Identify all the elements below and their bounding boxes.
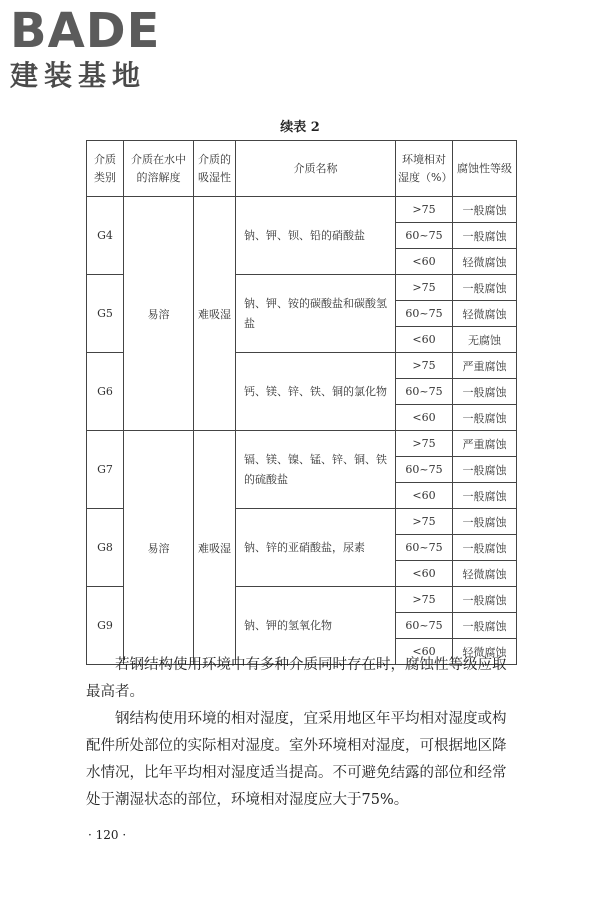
table-row — [87, 431, 517, 457]
grade-cell: 一般腐蚀 — [453, 223, 517, 249]
page-number: · 120 · — [88, 828, 127, 842]
header-grade: 腐蚀性等级 — [453, 141, 517, 197]
grade-cell: 严重腐蚀 — [453, 353, 517, 379]
header-category: 介质类别 — [87, 141, 124, 197]
grade-cell: 轻微腐蚀 — [453, 639, 517, 665]
grade-cell: 一般腐蚀 — [453, 483, 517, 509]
grade-cell: 一般腐蚀 — [453, 457, 517, 483]
header-hygroscopicity: 介质的吸湿性 — [194, 141, 236, 197]
grade-cell: 一般腐蚀 — [453, 405, 517, 431]
solubility-cell: 易溶 — [124, 431, 194, 665]
grade-cell: 严重腐蚀 — [453, 431, 517, 457]
solubility-cell: 易溶 — [124, 197, 194, 431]
humidity-cell: <60 — [396, 639, 453, 665]
hygroscopicity-cell: 难吸湿 — [194, 197, 236, 431]
grade-cell: 一般腐蚀 — [453, 509, 517, 535]
medium-name-cell: 钠、钾的氢氧化物 — [236, 587, 396, 665]
humidity-cell: 60~75 — [396, 535, 453, 561]
medium-name-cell: 钠、钾、钡、铅的硝酸盐 — [236, 197, 396, 275]
grade-cell: 轻微腐蚀 — [453, 301, 517, 327]
category-cell: G8 — [87, 509, 124, 587]
humidity-cell: >75 — [396, 197, 453, 223]
table-header-row — [87, 141, 517, 197]
logo-subtitle: 建装基地 — [10, 59, 147, 92]
humidity-cell: <60 — [396, 561, 453, 587]
humidity-cell: <60 — [396, 483, 453, 509]
humidity-cell: >75 — [396, 431, 453, 457]
humidity-cell: 60~75 — [396, 613, 453, 639]
humidity-cell: 60~75 — [396, 457, 453, 483]
category-cell: G4 — [87, 197, 124, 275]
medium-name-cell: 钙、镁、锌、铁、铜的氯化物 — [236, 353, 396, 431]
humidity-cell: <60 — [396, 405, 453, 431]
humidity-cell: >75 — [396, 275, 453, 301]
humidity-cell: >75 — [396, 587, 453, 613]
body-paragraph: 若钢结构使用环境中有多种介质同时存在时，腐蚀性等级应取最高者。 — [86, 657, 507, 700]
corrosion-table — [86, 140, 517, 665]
grade-cell: 轻微腐蚀 — [453, 561, 517, 587]
category-cell: G5 — [87, 275, 124, 353]
category-cell: G6 — [87, 353, 124, 431]
humidity-cell: 60~75 — [396, 301, 453, 327]
grade-cell: 一般腐蚀 — [453, 587, 517, 613]
grade-cell: 一般腐蚀 — [453, 275, 517, 301]
humidity-cell: >75 — [396, 509, 453, 535]
medium-name-cell: 钠、锌的亚硝酸盐，尿素 — [236, 509, 396, 587]
humidity-cell: <60 — [396, 249, 453, 275]
table-row — [87, 197, 517, 223]
header-medium-name: 介质名称 — [236, 141, 396, 197]
medium-name-cell: 钠、钾、铵的碳酸盐和碳酸氢盐 — [236, 275, 396, 353]
category-cell: G9 — [87, 587, 124, 665]
humidity-cell: 60~75 — [396, 223, 453, 249]
humidity-cell: 60~75 — [396, 379, 453, 405]
grade-cell: 轻微腐蚀 — [453, 249, 517, 275]
grade-cell: 一般腐蚀 — [453, 535, 517, 561]
grade-cell: 无腐蚀 — [453, 327, 517, 353]
body-paragraph: 钢结构使用环境的相对湿度，宜采用地区年平均相对湿度或构配件所处部位的实际相对湿度。室外环境相对湿度，可根据地区降水情况，比年平均相对湿度适当提高。不可避免结露的部位和经常处于潮湿状态的部位，环境相对湿度应大于75%。 — [86, 711, 507, 808]
header-solubility: 介质在水中的溶解度 — [124, 141, 194, 197]
table-caption: 续表 2 — [280, 120, 320, 135]
logo-wordmark: BADE — [10, 3, 161, 59]
hygroscopicity-cell: 难吸湿 — [194, 431, 236, 665]
humidity-cell: <60 — [396, 327, 453, 353]
humidity-cell: >75 — [396, 353, 453, 379]
medium-name-cell: 镉、镁、镍、锰、锌、铜、铁的硫酸盐 — [236, 431, 396, 509]
category-cell: G7 — [87, 431, 124, 509]
grade-cell: 一般腐蚀 — [453, 379, 517, 405]
header-humidity: 环境相对湿度（%） — [396, 141, 453, 197]
grade-cell: 一般腐蚀 — [453, 197, 517, 223]
site-logo — [10, 3, 180, 92]
grade-cell: 一般腐蚀 — [453, 613, 517, 639]
